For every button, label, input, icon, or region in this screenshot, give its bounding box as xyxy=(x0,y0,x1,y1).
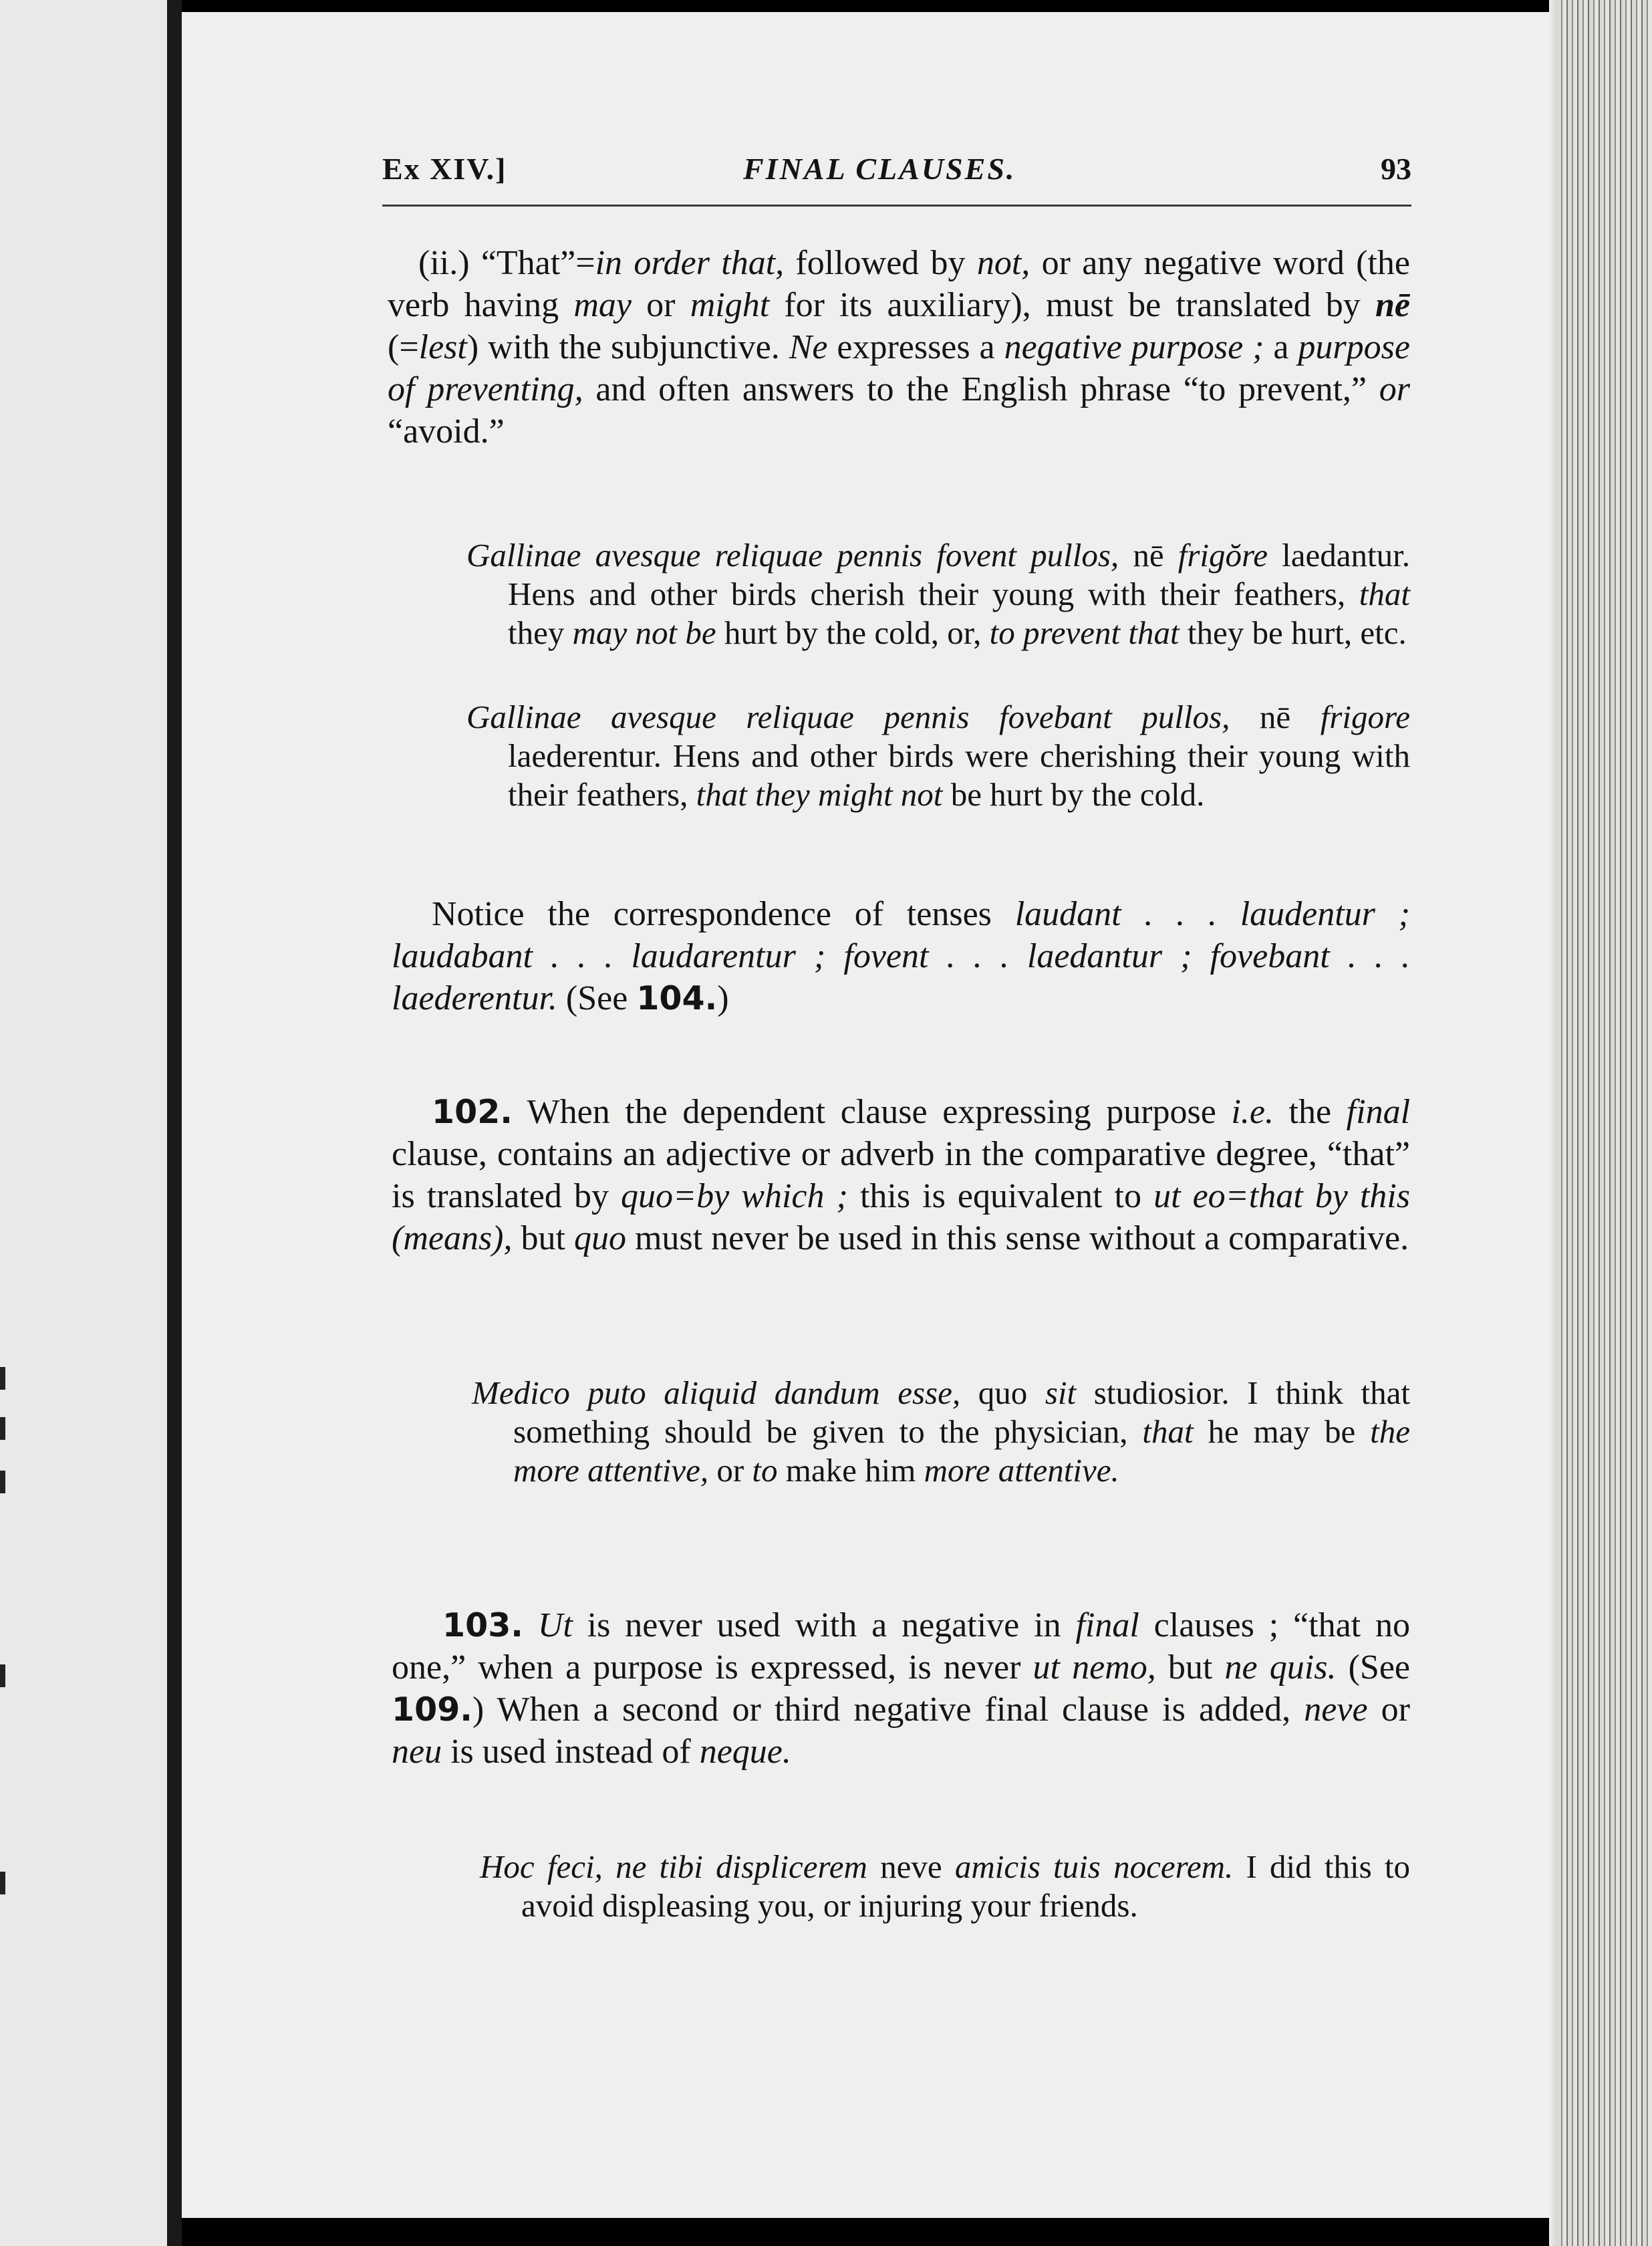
example-4: Hoc feci, ne tibi displicerem neve amicis tuis nocerem. I did this to avoid displeasing you, or injuring your friends. xyxy=(480,1848,1410,1924)
page-stack-edges xyxy=(1557,0,1652,2246)
header-title: FINAL CLAUSES. xyxy=(743,152,1016,186)
paragraph-ii: (ii.) “That”=in order that, followed by not, or any negative word (the verb having may or might for its auxiliary), must be translated by nē (=lest) with the subjunctive. Ne expresses a negative purpose ; a purpose of preventing, and often answers to the English phrase “to prevent,” or “avoid.” xyxy=(388,244,1411,451)
section-103: 103. Ut is never used with a negative in final clauses ; “that no one,” when a purpose is expressed, is never ut nemo, but ne quis. (See 109.) When a second or third negative final clause is added, neve or neu is used instead of neque. xyxy=(392,1606,1410,1771)
example-3: Medico puto aliquid dandum esse, quo sit studiosior. I think that something should be given to the physician, that he may be the more attentive, or to make him more attentive. xyxy=(472,1374,1410,1489)
running-header xyxy=(382,146,1411,193)
facing-page-mark xyxy=(0,1664,5,1687)
example-2: Gallinae avesque reliquae pennis fovebant pullos, nē frigore laederentur. Hens and other birds were cherishing their young with their feathers, that they might not be hurt by the cold. xyxy=(466,699,1411,813)
header-rule xyxy=(382,205,1411,207)
facing-page-mark xyxy=(0,1471,5,1493)
notice-paragraph: Notice the correspondence of tenses laudant . . . laudentur ; laudabant . . . laudarentur ; fovent . . . laedantur ; fovebant . . . laederentur. (See 104.) xyxy=(392,895,1410,1017)
facing-page-mark xyxy=(0,1872,5,1894)
facing-page-mark xyxy=(0,1417,5,1440)
header-section: Ex XIV.] xyxy=(382,152,507,186)
facing-page-mark xyxy=(0,1367,5,1390)
facing-page xyxy=(0,0,172,2246)
section-102: 102. When the dependent clause expressing purpose i.e. the final clause, contains an adjective or adverb in the comparative degree, “that” is translated by quo=by which ; this is equivalent to ut eo=that by this (means), but quo must never be used in this sense without a comparative. xyxy=(392,1093,1411,1257)
example-1: Gallinae avesque reliquae pennis fovent pullos, nē frigŏre laedantur. Hens and other birds cherish their young with their feathers, that they may not be hurt by the cold, or, to prevent that they be hurt, etc. xyxy=(466,537,1411,651)
page-number: 93 xyxy=(1381,152,1411,186)
book-gutter xyxy=(167,0,182,2246)
